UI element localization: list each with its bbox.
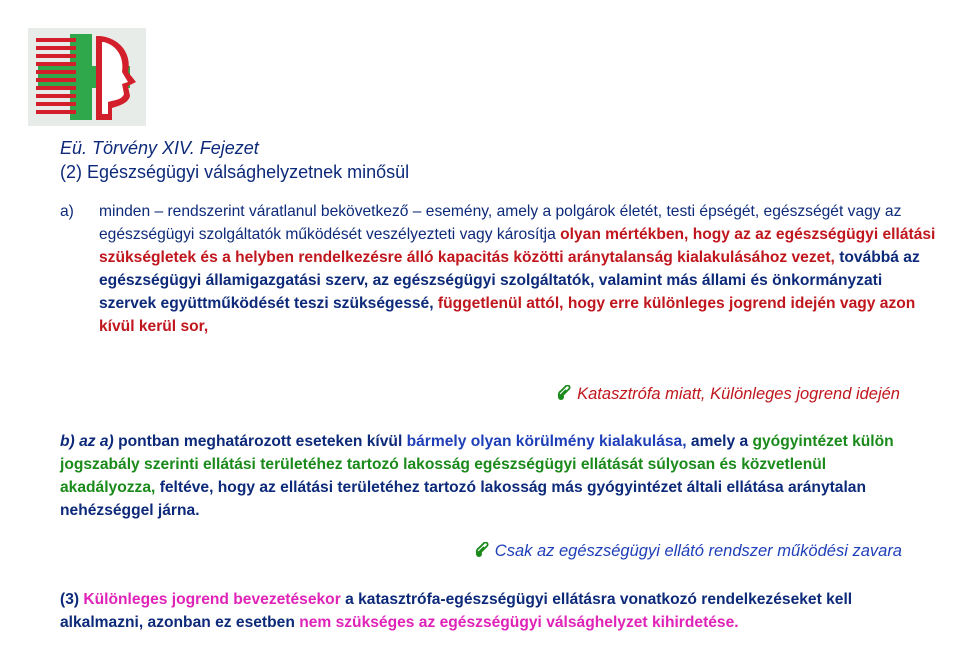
item-3-part2: Különleges jogrend bevezetésekor — [83, 591, 341, 608]
item-a-part4: függetlenül attól, hogy erre különleges jogrend idején vagy azon kívül kerül sor, — [99, 295, 916, 335]
item-a — [60, 200, 940, 338]
law-title: Eü. Törvény XIV. Fejezet — [60, 138, 259, 158]
item-3 — [60, 588, 920, 634]
item-a-part1: minden – rendszerint váratlanul bekövetkező – esemény, amely a polgárok életét, testi épségét, egészségét vagy az egészségügyi szolgáltatók működését veszélyezteti vagy károsítja — [99, 203, 902, 243]
note-b-text: Csak az egészségügyi ellátó rendszer működési zavara — [494, 542, 902, 560]
note-a-text: Katasztrófa miatt, Különleges jogrend idején — [577, 385, 900, 403]
slide-content — [60, 136, 940, 338]
item-a-marker: a) — [60, 203, 74, 220]
section-heading: (2) Egészségügyi válsághelyzetnek minősül — [60, 162, 410, 182]
note-disaster — [557, 385, 900, 404]
item-3-part4: nem szükséges az egészségügyi válsághelyzet kihirdetése. — [299, 614, 739, 631]
item-b — [60, 430, 920, 522]
note-health-system — [475, 542, 902, 561]
item-b-part5: feltéve, hogy az ellátási területéhez tartozó lakosság más gyógyintézet általi ellátása aránytalan nehézséggel járna. — [60, 479, 867, 519]
item-b-part4: gyógyintézet külön jogszabály szerinti ellátási területéhez tartozó lakosság egészségügyi ellátását súlyosan és közvetlenül akadályozza, — [60, 433, 894, 496]
item-b-part1: pontban meghatározott eseteken kívül — [113, 433, 407, 450]
item-b-part2: bármely olyan körülmény kialakulása, — [406, 433, 687, 450]
item-b-ref: az a) — [79, 433, 114, 450]
item-3-part3: a katasztrófa-egészségügyi ellátásra vonatkozó rendelkezéseket kell alkalmazni, azonban ez esetben — [60, 591, 853, 631]
item-3-part1: (3) — [60, 591, 84, 608]
item-a-text — [99, 200, 940, 338]
item-b-marker: b) — [60, 433, 75, 450]
paperclip-icon — [557, 385, 573, 401]
item-a-part3: továbbá az egészségügyi államigazgatási szerv, az egészségügyi szolgáltatók, valamint más állami és önkormányzati szervek együttműködését teszi szükségessé, — [99, 249, 920, 312]
paperclip-icon — [475, 542, 491, 558]
health-logo — [28, 28, 146, 126]
item-a-part2: olyan mértékben, hogy az az egészségügyi ellátási szükségletek és a helyben rendelkezésre álló kapacitás közötti aránytalanság kialakulásához vezet, — [99, 226, 936, 266]
item-b-part3: amely a — [686, 433, 753, 450]
